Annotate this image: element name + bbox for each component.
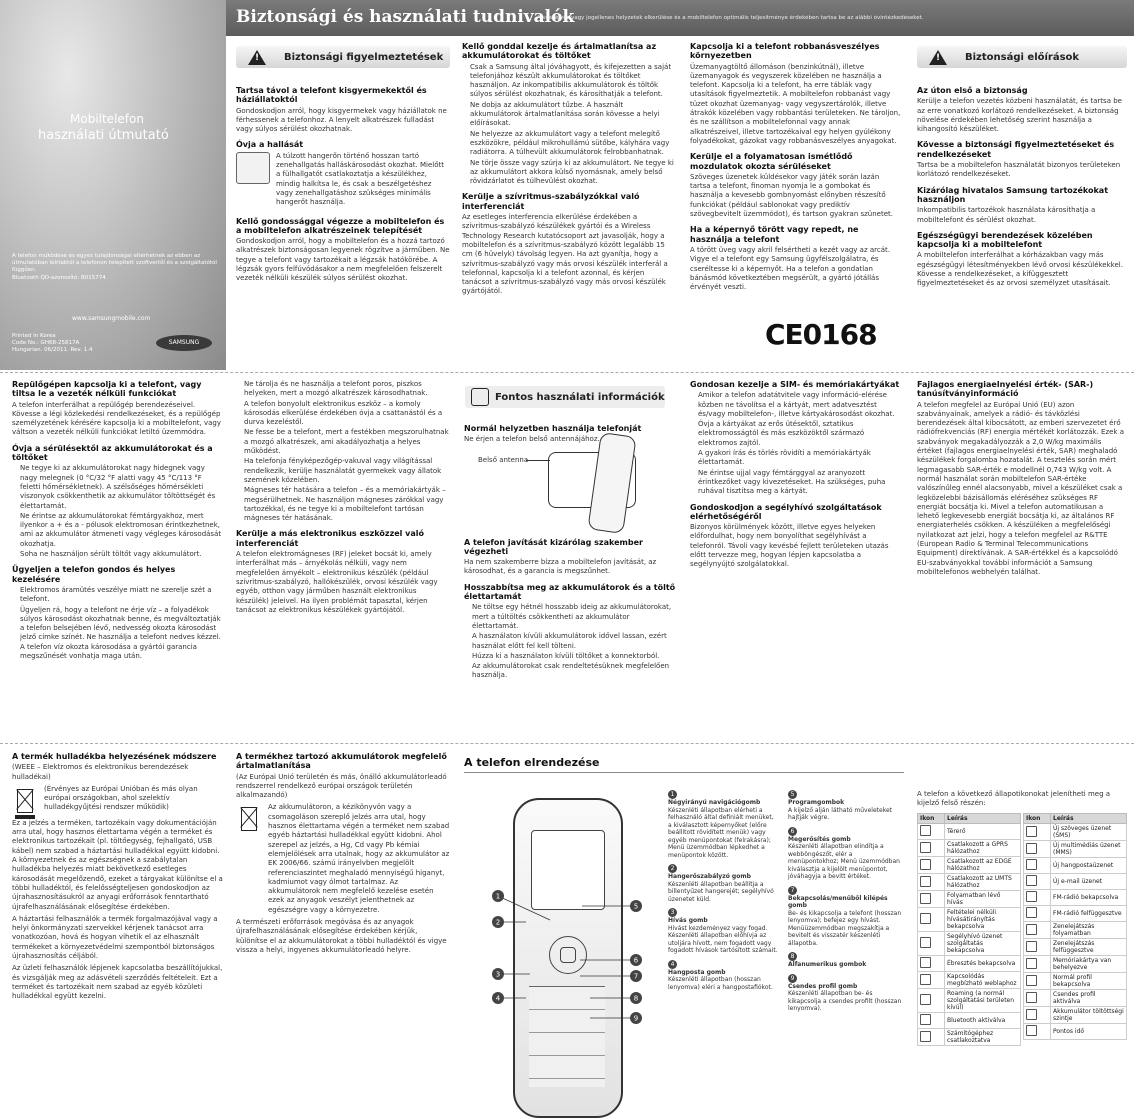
status-icon: [1026, 975, 1037, 986]
samsung-logo: SAMSUNG: [156, 335, 212, 351]
status-desc: Segélyhívó üzenet szolgáltatás bekapcsolva: [945, 932, 1021, 956]
icons-col-header: Leírás: [1051, 814, 1127, 824]
table-row: [1024, 973, 1127, 990]
precautions-banner: [917, 46, 1127, 68]
section-heading: Hosszabbítsa meg az akkumulátorok és a töltő élettartamát: [464, 582, 676, 602]
layout-title-rule: [464, 772, 904, 773]
key-title: Csendes profil gomb: [788, 982, 858, 990]
table-row: [1024, 1007, 1127, 1024]
status-icon: [1026, 924, 1037, 935]
list-item: • Ha telefonja fényképezőgép-vakuval vagy világítással rendelkezik, kerülje használatát gyermekek vagy állatok szemének közelében.: [244, 457, 450, 485]
phone-illustration: [587, 432, 636, 534]
key-description: [788, 827, 904, 881]
header-tagline: A veszélyes vagy jogellenes helyzetek elkerülése és a mobiltelefon optimális teljesítménye érdekében tartsa be az alábbi óvintézkedéseket.: [537, 15, 924, 21]
icons-table-right: [1023, 813, 1127, 1040]
table-row: [1024, 990, 1127, 1007]
key-text: Be- és kikapcsolja a telefont (hosszan lenyomva); befejez egy hívást. Menüüzemmódban megszakítja a bevitelt és visszatér készenléti állapotba.: [788, 909, 902, 947]
table-row: [918, 908, 1021, 932]
status-desc: FM-rádió felfüggesztve: [1051, 906, 1127, 922]
section-text: Az üzleti felhasználók lépjenek kapcsolatba beszállítójukkal, és vizsgálják meg az adásvételi szerződés feltételeit. Ezt a terméket és tartozékait nem szabad az egyéb közületi hulladékkal együtt kezelni.: [12, 964, 223, 1001]
list-item: • Az akkumulátorokat csak rendeltetésüknek megfelelően használja.: [472, 662, 678, 681]
callout-number: 6: [633, 956, 639, 965]
caution-icon: [929, 50, 947, 65]
section-heading: Kerülje a szívritmus-szabályzókkal való interferenciát: [462, 192, 640, 211]
section-heading: Repülőgépen kapcsolja ki a telefont, vagy tiltsa le a vezeték nélküli funkciókat: [12, 380, 202, 399]
section-heading: Kerülje el a folyamatosan ismétlődő mozdulatok okozta sérüléseket: [690, 152, 853, 171]
callout-number: 8: [633, 994, 639, 1003]
status-icon: [1026, 1025, 1037, 1036]
callout-number: 4: [495, 994, 501, 1003]
list-item: • Ne fesse be a telefont, mert a festékben megszorulhatnak a mozgó alkatrészek, ami akadályozhatja a helyes működést.: [244, 428, 450, 456]
hearing-warning-icon: [236, 152, 270, 184]
section-text: Ez a jelzés a terméken, tartozékain vagy dokumentációján arra utal, hogy hasznos élettartama végén a terméket és elektronikus tartozékait (pl. töltőegység, fejhallgató, USB kábel) nem szabad a háztartási hulladékkal együtt kidobni. A környezetnek és az egészségnek a szabálytalan hulladékba helyezés miatt bekövetkező esetleges károsodását megelőzendő, ezeket a tárgyakat különítse el a többi hulladéktól, és felelősségteljesen gondoskodjon az újrahasznosításukról az anyagi erőforrások fenntartható újrafelhasználásának elősegítése érdekében.: [12, 818, 223, 911]
list-item: • A gyakori írás és törlés rövidíti a memóriakártyák élettartamát.: [698, 449, 902, 468]
status-icon: [1026, 891, 1037, 902]
section-heading: A termék hulladékba helyezésének módszere: [12, 752, 217, 761]
status-desc: Csatlakozott az UMTS hálózathoz: [945, 874, 1021, 891]
layout-title: A telefon elrendezése: [464, 756, 600, 769]
status-icon-cell: [1024, 906, 1051, 922]
battery-disposal-column: [236, 752, 450, 1112]
list-item: • Óvja a kártyákat az erős ütésektől, sztatikus elektromosságtól és más eszközöktől származó elektromos zajtól.: [698, 420, 902, 448]
key-description: [668, 790, 778, 859]
status-icon: [920, 974, 931, 985]
header-title: Biztonsági és használati tudnivalók: [236, 7, 575, 27]
section-text: Ne érjen a telefon belső antennájához.: [464, 435, 600, 444]
status-desc: Új e-mail üzenet: [1051, 874, 1127, 890]
table-row: [918, 824, 1021, 840]
key-title: Megerősítés gomb: [788, 835, 851, 843]
status-icon-cell: [918, 840, 945, 857]
important-banner: [465, 386, 665, 408]
section-heading: A termékhez tartozó akkumulátorok megfelelő ártalmatlanítása: [236, 752, 447, 771]
status-icon: [1026, 992, 1037, 1003]
key-text: Készenléti állapotban (hosszan lenyomva) eléri a hangpostafiókot.: [668, 976, 773, 991]
status-icon-cell: [1024, 841, 1051, 858]
key-description: [788, 952, 904, 969]
status-icon-cell: [918, 857, 945, 874]
table-row: [1024, 890, 1127, 906]
key-number-badge: 9: [788, 974, 797, 983]
list-item: • Ne érintse ujjal vagy fémtárggyal az aranyozott érintkezőket vagy kivezetéseket. Ha szükséges, puha ruhával tisztítsa meg a kártyát.: [698, 469, 902, 497]
important-column: [464, 418, 678, 738]
status-icon: [920, 859, 931, 870]
table-row: [918, 891, 1021, 908]
status-icon: [920, 913, 931, 924]
status-desc: Feltételei nélküli hívásátirányítás bekapcsolva: [945, 908, 1021, 932]
list-item: • A használaton kívüli akkumulátorok idővel lassan, ezért használat előtt fel kell tölteni.: [472, 632, 678, 651]
status-icon: [920, 994, 931, 1005]
cover-title-line2: használati útmutató: [38, 128, 169, 143]
status-desc: Kapcsolódás megbízható weblaphoz: [945, 972, 1021, 989]
status-icon-cell: [1024, 922, 1051, 939]
crossed-bin-icon: [236, 803, 262, 837]
key-title: Hangerőszabályzó gomb: [668, 873, 751, 880]
callout-number: 9: [633, 1014, 639, 1023]
table-row: [918, 956, 1021, 972]
section-text: A természeti erőforrások megóvása és az anyagok újrafelhasználásának elősegítése érdekében kérjük, különítse el az akkumulátorokat a többi hulladéktól és vigye vissza a helyi, ingyenes akkumulátorleadó helyre.: [236, 918, 447, 954]
sar-column: [917, 380, 1127, 630]
section-text: (WEEE – Elektromos és elektronikus berendezések hulladékai): [12, 763, 189, 781]
callout-lines: [490, 880, 650, 1040]
status-icon: [1026, 1009, 1037, 1020]
status-icon: [920, 893, 931, 904]
callout-line: [498, 896, 550, 920]
table-row: [1024, 956, 1127, 973]
status-icon: [920, 876, 931, 887]
status-icon-cell: [918, 1013, 945, 1029]
key-title: Hangposta gomb: [668, 968, 726, 976]
status-icon: [1026, 875, 1037, 886]
status-desc: Új szöveges üzenet (SMS): [1051, 824, 1127, 841]
icons-intro: A telefon a következő állapotikonokat jelenítheti meg a kijelző felső részén:: [917, 790, 1111, 808]
key-number-badge: 1: [668, 790, 677, 799]
status-icon-cell: [1024, 890, 1051, 906]
icons-table: [917, 813, 1021, 1046]
section-text: Szöveges üzenetek küldésekor vagy játék során lazán tartsa a telefont, finoman nyomja le a gombokat és használja a kevesebb gombnyomást előnyben részesítő funkciókat (például sablonokat vagy prediktív szövegbevitelt üzemmódot), és tartson gyakran szünetet.: [690, 172, 893, 219]
key-text: Készenléti állapotban elérheti a felhasználó által definiált menüket, a kiválasztott képernyőket (előre beállított rövidített menük) vagy egyéb menüpontokat (felrakásra); Menü üzemmódban lépkedhet a menüpontok között.: [668, 806, 774, 859]
table-row: [918, 857, 1021, 874]
section-heading: Kizárólag hivatalos Samsung tartozékokat használjon: [917, 185, 1109, 204]
section-text: Gondoskodjon arról, hogy a mobiltelefon és a hozzá tartozó alkatrészek biztonságosan legyenek rögzítve a járműben. Ne tegye a telefont vagy tartozékait a légzsák hatókörébe. A légzsák gyors felfúvódásakor a nem megfelelően felszerelt vezeték nélküli készülék súlyos sérülést okozhat.: [236, 237, 450, 283]
print-line: Code No.: GH68-25817A: [12, 340, 80, 346]
table-row: [918, 972, 1021, 989]
key-text: Készenléti állapotban beállítja a billentyűzet hangerejét; segélyhívó üzenetet küld.: [668, 880, 774, 903]
section-text: Kerülje a telefon vezetés közbeni használatát, és tartsa be az erre vonatkozó korlátozó rendelkezéseket. A biztonság növelése érdekében lehetőség szerint használja a kihangosító készüléket.: [917, 97, 1122, 134]
status-desc: Zenelejátszás folyamatban: [1051, 922, 1127, 939]
weee-column: [12, 752, 224, 1112]
status-desc: Számítógéphez csatlakoztatva: [945, 1029, 1021, 1046]
callout-number: 7: [633, 972, 639, 981]
status-icon-cell: [1024, 1007, 1051, 1024]
list-item: • Csak a Samsung által jóváhagyott, és kifejezetten a saját telefonjához készült akkumulátorokat és töltőket használjon. Az inkompatibilis akkumulátorok és töltők súlyos sérülést okozhatnak, és károsíthatják a telefont.: [470, 63, 676, 100]
key-text: Hívást kezdeményez vagy fogad. Készenléti állapotban előhívja az utoljára hívott, nem fogadott vagy fogadott hívások tartósított számait.: [668, 924, 778, 954]
section-heading: Az úton első a biztonság: [917, 86, 1028, 95]
warnings-banner-title: Biztonsági figyelmeztetések: [284, 51, 444, 63]
section-heading: Kerülje a más elektronikus eszközzel való interferenciát: [236, 529, 425, 548]
status-desc: Roaming (a normál szolgáltatási területen kívül): [945, 989, 1021, 1013]
status-icon-cell: [918, 824, 945, 840]
status-icon: [920, 937, 931, 948]
status-icon-cell: [918, 989, 945, 1013]
crossed-bin-icon: [12, 785, 38, 819]
section-text: A túlzott hangerőn történő hosszan tartó zenehallgatás halláskárosodást okozhat. Mielőtt a fülhallgatót csatlakoztatja a készülékhez, mindig halkítsa le, és csak a beszélgetéshez vagy zenehallgatáshoz szükséges minimális hangerőt használja.: [276, 151, 445, 207]
key-number-badge: 4: [668, 960, 677, 969]
status-desc: Normál profil bekapcsolva: [1051, 973, 1127, 990]
status-icon-cell: [918, 908, 945, 932]
status-icon-cell: [918, 932, 945, 956]
section-text: Tartsa be a mobiltelefon használatát bizonyos területeken korlátozó rendelkezéseket.: [917, 161, 1121, 179]
key-text: Készenléti állapotban elindítja a webböngészőt, elér a menüpontokhoz; Menü üzemmódban kiválasztja a kijelölt menüpontot, jóváhagyja a bevitt értéket.: [788, 843, 900, 880]
table-row: [918, 874, 1021, 891]
keys-column-right: [788, 790, 904, 1112]
status-icon: [1026, 859, 1037, 870]
table-row: [1024, 922, 1127, 939]
status-desc: Csatlakozott az EDGE hálózathoz: [945, 857, 1021, 874]
status-desc: Pontos idő: [1051, 1024, 1127, 1040]
status-icon: [1026, 843, 1037, 854]
key-number-badge: 8: [788, 952, 797, 961]
divider: [0, 743, 1134, 744]
batteries-column: [462, 42, 676, 372]
status-icon: [920, 1014, 931, 1025]
list-item: • Ne dobja az akkumulátort tűzbe. A használt akkumulátorok ártalmatlanítása során kövesse a helyi előírásokat.: [470, 101, 676, 129]
section-text: Inkompatibilis tartozékok használata károsíthatja a mobiltelefont és sérülést okozhat.: [917, 206, 1096, 224]
section-text: Ha nem szakemberre bízza a mobiltelefon javítását, az károsodhat, és a garancia is megszűnhet.: [464, 558, 657, 576]
keys-column-left: [668, 790, 778, 1112]
section-text: Üzemanyagtöltő állomáson (benzinkútnál), illetve üzemanyagok és vegyszerek közelében ne használja a telefont. Kapcsolja ki a telefont, ha erre táblák vagy utasítások figyelmeztetik. A mobiltelefon robbanást vagy tüzet okozhat üzemanyag- vagy vegyszertárolók, illetve átrakók közelében vagy robbantási területeken. Ne tároljon, és ne szállítson a mobiltelefonnal vagy annak alkatrészeivel, illetve tartozékaival egy helyen gyúlékony folyadékokat, gázokat vagy robbanásveszélyes anyagokat.: [690, 62, 901, 145]
status-desc: Memóriakártya van behelyezve: [1051, 956, 1127, 973]
key-number-badge: 5: [788, 790, 797, 799]
section-heading: Normál helyzetben használja telefonját: [464, 424, 642, 433]
important-banner-title: Fontos használati információk: [495, 391, 665, 403]
icons-col-header: Leírás: [945, 814, 1021, 824]
section-text: Az akkumulátoron, a kézikönyvön vagy a csomagoláson szereplő jelzés arra utal, hogy hasznos élettartama végén a terméket nem szabad egyéb háztartási hulladékkal együtt kidobni. Ahol szerepel az jelzés, a Hg, Cd vagy Pb kémiai elemjelölések arra utalnak, hogy az akkumulátor az EK 2006/66. számú irányelvben megjelölt referenciaszintet meghaladó mennyiségű higanyt, kadmiumot vagy ólmot tartalmaz. Az akkumulátorok nem megfelelő kezelése esetén ezek az anyagok veszélyt jelenthetnek az egészségre vagy a környezetre.: [268, 803, 450, 914]
list-item: • Elektromos áramütés veszélye miatt ne szerelje szét a telefont.: [20, 586, 224, 605]
callout-number: 5: [633, 902, 639, 911]
list-item: • Ne tegye ki az akkumulátorokat nagy hidegnek vagy nagy melegnek (0 °C/32 °F alatti vagy 45 °C/113 °F feletti hőmérsékletnek). A szélsőséges hőmérsékleti viszonyok csökkenthetik az akkumulátor töltöttségét és élettartamát.: [20, 464, 224, 510]
list-item: • Ne érintse az akkumulátorokat fémtárgyakhoz, mert ilyenkor a + és a - pólusok elektromosan érintkezhetnek, ami az akkumulátor átmeneti vagy végleges károsodását okozhatja.: [20, 512, 224, 549]
key-title: Bekapcsolás/menüből kilépés gomb: [788, 894, 888, 909]
list-item: • Amikor a telefon adatátvitele vagy információ-elérése közben ne távolítsa el a kártyát, mert adatvesztést és/vagy mobiltelefon-, illetve kártyakárosodást okozhat.: [698, 391, 902, 419]
status-icon: [920, 1031, 931, 1042]
icons-table: [1023, 813, 1127, 1040]
precautions-banner-title: Biztonsági előírások: [965, 51, 1080, 63]
list-item: • Ne helyezze az akkumulátort vagy a telefont melegítő eszközökre, például mikrohullámú sütőbe, kályhára vagy radiátorra. A túlhevült akkumulátorok felrobbanhatnak.: [470, 130, 676, 158]
table-row: [918, 840, 1021, 857]
key-number-badge: 7: [788, 886, 797, 895]
callout-number: 2: [495, 918, 501, 927]
key-title: Alfanumerikus gombok: [788, 961, 867, 968]
section-text: A telefon megfelel az Európai Unió (EU) azon szabványainak, amelyek a rádió- és távközlési berendezések által kibocsátott, az emberi szervezetet érő rádiófrekvenciás (RF) energia mértékét korlátozzák. Ezek a szabványok megakadályozzák a 2,0 W/kg maximális értéket (fajlagos energiaelnyelési érték, SAR) meghaladó készülékek forgalomba hozatalát. A tesztelés során mért legmagasabb SAR-érték e modellnél 0,743 W/kg volt. A normál használat során mobiltelefon SAR-értéke valószínűleg ennél alacsonyabb, mivel a készüléket csak a legközelebbi bázisállomás eléréséhez szükséges RF energiát bocsátja ki. Mivel a telefon automatikusan a lehető legkevesebb energiát bocsátja ki, az általános RF energiaterhelés csökken. A készüléken a megfelelőségi nyilatkozat azt jelzi, hogy a telefon megfelel az R&TTE (European Radio & Terminal Telecommunications Equipment) direktívának. A SAR-értékkel és a kapcsolódó EU-szabványokkal további információt a Samsung mobiltelefonos webhelyén találhat.: [917, 400, 1124, 576]
table-row: [1024, 874, 1127, 890]
status-icon: [1026, 941, 1037, 952]
section-heading: Egészségügyi berendezések közelében kapcsolja ki a mobiltelefont: [917, 230, 1093, 250]
key-title: Programgombok: [788, 799, 845, 806]
status-icon-cell: [1024, 956, 1051, 973]
sim-column: [690, 380, 902, 630]
section-heading: Óvja a hallását: [236, 140, 304, 150]
ce-mark: CE0168: [765, 318, 877, 351]
key-title: Négyirányú navigációgomb: [668, 799, 761, 806]
status-icon-cell: [918, 891, 945, 908]
print-line: Hungarian. 06/2011. Rev. 1.4: [12, 347, 93, 353]
key-description: [668, 960, 778, 992]
note-icon: [471, 388, 489, 406]
section-heading: Ügyeljen a telefon gondos és helyes kezelésére: [12, 565, 176, 584]
section-text: (Az Európai Unió területén és más, önálló akkumulátorleadó rendszerrel rendelkező európai országok területén alkalmazandó): [236, 772, 447, 800]
key-text: A kijelző alján látható műveleteket hajtják végre.: [788, 806, 893, 821]
section-heading: Kövesse a biztonsági figyelmeztetéseket és rendelkezéseket: [917, 140, 1115, 159]
aircraft-column: [12, 380, 224, 740]
callout-number: 1: [495, 892, 501, 901]
warnings-banner: [236, 46, 450, 68]
cover-title-line1: Mobiltelefon: [70, 112, 144, 126]
table-row: [918, 1029, 1021, 1046]
key-number-badge: 6: [788, 827, 797, 836]
icons-table-left: [917, 813, 1021, 1046]
warning-icon: [248, 50, 266, 65]
key-number-badge: 3: [668, 908, 677, 917]
status-icon-cell: [1024, 1024, 1051, 1040]
section-heading: Kellő gonddal kezelje és ártalmatlanítsa az akkumulátorokat és töltőket: [462, 42, 657, 61]
key-description: [668, 908, 778, 955]
status-desc: Csatlakozott a GPRS hálózathoz: [945, 840, 1021, 857]
status-desc: Térerő: [945, 824, 1021, 840]
handling-column: [236, 380, 450, 680]
callout-number: 3: [495, 970, 501, 979]
list-item: • Ne törje össze vagy szúrja ki az akkumulátort. Ne tegye ki az akkumulátort akkora külső nyomásnak, amely belső rövidzárlatot és túlhevülést okozhat.: [470, 159, 676, 187]
list-item: • Mágneses tér hatására a telefon – és a memóriakártyák – megsérülhetnek. Ne használjon mágneses zárókkal vagy tartozékkal, és ne tegye ki a mobiltelefont tartósan mágneses tér hatásának.: [244, 486, 450, 523]
section-heading: Kellő gondossággal végezze a mobiltelefon és a mobiltelefon alkatrészeinek telepítését: [236, 216, 445, 235]
cover-bullet: Bluetooth QD-azonosító: B015774: [12, 275, 106, 281]
status-icon: [1026, 907, 1037, 918]
table-row: [1024, 939, 1127, 956]
section-heading: Gondoskodjon a segélyhívó szolgáltatások elérhetőségéről: [690, 502, 882, 521]
section-heading: Gondosan kezelje a SIM- és memóriakártyákat: [690, 380, 900, 389]
section-text: A törött üveg vagy akril felsértheti a kezét vagy az arcát. Vigye el a telefont egy Samsung ügyfélszolgálatra, és cseréltesse ki a képernyőt. Ha a telefon a gondatlan bánásmód következtében megsérült, a gyártó jótállás érvényét veszti.: [690, 245, 890, 292]
precautions-column: [917, 80, 1127, 320]
table-row: [1024, 858, 1127, 874]
status-desc: Csendes profil aktiválva: [1051, 990, 1127, 1007]
table-row: [1024, 824, 1127, 841]
section-text: A mobiltelefon interferálhat a kórházakban vagy más egészségügyi létesítményekben lévő orvosi készülékekkel. Kövesse a rendelkezéseket, a kifüggesztett figyelmeztetéseket és az orvosi személyzet utasításait.: [917, 251, 1123, 288]
section-text: A telefon interferálhat a repülőgép berendezéseivel. Kövesse a légi közlekedési rendelkezéseket, és a repülőgép személyzetének kérésére kapcsolja ki a mobiltelefont, vagy váltson a vezeték nélküli funkciókat letiltó üzemmódra.: [12, 400, 221, 437]
antenna-label: Belső antenna: [478, 455, 529, 464]
section-text: A háztartási felhasználók a termék forgalmazójával vagy a helyi önkormányzati szervekkel kérjenek tanácsot arra vonatkozóan, hová és hogyan vihetik el az elhasznált termékeket a környezetvédelmi szempontból biztonságos újrahasznosítás céljából.: [12, 914, 218, 961]
status-icon-cell: [918, 956, 945, 972]
status-icon-cell: [1024, 990, 1051, 1007]
table-row: [918, 1013, 1021, 1029]
table-row: [918, 932, 1021, 956]
status-icon: [1026, 958, 1037, 969]
status-icon: [920, 957, 931, 968]
key-description: [788, 886, 904, 948]
section-text: Bizonyos körülmények között, illetve egyes helyeken előfordulhat, hogy nem bonyolíthat segélyhívást a telefonról. Távoli vagy kevésbé fejlett területeken utazás előtt tervezze meg, hogyan lépjen kapcsolatba a segélynyújtó szolgálatokkal.: [690, 523, 889, 569]
section-text: (Érvényes az Európai Unióban és más olyan európai országokban, ahol szelektív hulladékgyűjtési rendszer működik): [44, 784, 198, 812]
icons-col-header: Ikon: [1024, 814, 1051, 824]
section-text: Az esetleges interferencia elkerülése érdekében a szívritmus-szabályzó készülékek gyártói és a Wireless Technology Research kutatócsoport azt javasolják, hogy a mobiltelefon és a szívritmus-szabályzó között legalább 15 cm (6 hüvelyk) távolság legyen. Ha azt gyanítja, hogy a szívritmus-szabályzó vagy más orvosi készülék interferál a telefonnal, kapcsolja ki a telefont azonnal, és kérjen tanácsot a szívritmus-szabályzó vagy más orvosi készülék gyártójától.: [462, 213, 668, 296]
print-line: Printed in Korea: [12, 333, 56, 339]
cover-panel: [0, 0, 226, 370]
print-info: [12, 333, 132, 354]
section-heading: Ha a képernyő törött vagy repedt, ne használja a telefont: [690, 225, 859, 244]
key-number-badge: 2: [668, 864, 677, 873]
section-heading: A telefon javítását kizárólag szakember végezheti: [464, 537, 643, 556]
status-desc: Zenelejátszás felfüggesztve: [1051, 939, 1127, 956]
section-heading: Kapcsolja ki a telefont robbanásveszélyes környezetben: [690, 42, 880, 61]
status-desc: Akkumulátor töltöttségi szintje: [1051, 1007, 1127, 1024]
explosive-column: [690, 42, 902, 342]
status-desc: Bluetooth aktiválva: [945, 1013, 1021, 1029]
website-label: www.samsungmobile.com: [72, 315, 151, 322]
status-icon-cell: [1024, 973, 1051, 990]
list-item: • Soha ne használjon sérült töltőt vagy akkumulátort.: [20, 550, 224, 559]
status-icon-cell: [1024, 858, 1051, 874]
status-desc: Folyamatban lévő hívás: [945, 891, 1021, 908]
icons-col-header: Ikon: [918, 814, 945, 824]
table-row: [918, 989, 1021, 1013]
cover-bullet: A telefon működése és egyes tulajdonságai eltérhetnek az ebben az útmutatóban leírtaktól a telefonon telepített szoftvertől és a szolgáltatótól függően.: [12, 253, 217, 273]
key-title: Hívás gomb: [668, 917, 708, 924]
section-heading: Óvja a sérülésektől az akkumulátorokat és a töltőket: [12, 443, 213, 463]
status-icon-cell: [1024, 874, 1051, 890]
status-icon: [1026, 826, 1037, 837]
list-item: • Ne töltse egy hétnél hosszabb ideig az akkumulátorokat, mert a túltöltés csökkentheti az akkumulátor élettartamát.: [472, 603, 678, 631]
section-heading: Tartsa távol a telefont kisgyermekektől és háziállatoktól: [236, 86, 427, 105]
list-item: • Húzza ki a használaton kívüli töltőket a konnektorból.: [472, 652, 678, 661]
status-icon-cell: [918, 1029, 945, 1046]
status-icon-cell: [1024, 824, 1051, 841]
antenna-pointer: [526, 460, 550, 461]
status-desc: Új multimédiás üzenet (MMS): [1051, 841, 1127, 858]
divider: [0, 372, 1134, 373]
status-icon-cell: [1024, 939, 1051, 956]
key-description: [788, 790, 904, 822]
list-item: • Ne tárolja és ne használja a telefont poros, piszkos helyeken, mert a mozgó alkatrészek károsodhatnak.: [244, 380, 450, 399]
cover-bullets: [12, 253, 217, 282]
section-heading: Fajlagos energiaelnyelési érték- (SAR-) tanúsítványinformáció: [917, 380, 1094, 399]
status-icon-cell: [918, 972, 945, 989]
section-text: A telefon elektromágneses (RF) jeleket bocsát ki, amely interferálhat más – árnyékolás nélküli, vagy nem megfelelően árnyékolt – elektronikus készülék (például szívritmus-szabályzó, hallókészülék, orvosi készülék vagy egyéb, otthon vagy járműben használt elektronikus készülék) jeleivel. Ha ilyen problémát tapasztal, kérjen tanácsot az elektronikus készülékek gyártójától.: [236, 550, 438, 614]
warnings-column: [236, 80, 450, 370]
list-item: • Ügyeljen rá, hogy a telefont ne érje víz – a folyadékok súlyos károsodást okozhatnak benne, és megváltoztatják a telefon belsejében lévő, nedvesség okozta károsodást jelző címke színét. Ne használja a telefont nedves kézzel. A telefon víz okozta károsodása a gyártói garancia megszűnését vonhatja maga után.: [20, 606, 224, 662]
status-icon-cell: [918, 874, 945, 891]
status-desc: Ébresztés bekapcsolva: [945, 956, 1021, 972]
table-row: [1024, 1024, 1127, 1040]
status-desc: FM-rádió bekapcsolva: [1051, 890, 1127, 906]
section-text: Gondoskodjon arról, hogy kisgyermekek vagy háziállatok ne férhessenek a telefonhoz. A lenyelt alkatrészek fulladást vagy súlyos sérülést okozhatnak.: [236, 106, 447, 134]
key-text: Készenléti állapotban be- és kikapcsolja a csendes profilt (hosszan lenyomva).: [788, 990, 902, 1012]
status-icon: [920, 842, 931, 853]
key-description: [668, 864, 778, 903]
status-desc: Új hangpostaüzenet: [1051, 858, 1127, 874]
table-row: [1024, 841, 1127, 858]
status-icon: [920, 825, 931, 836]
list-item: • A telefon bonyolult elektronikus eszköz – a komoly károsodás elkerülése érdekében óvja a csattanástól és a durva kezeléstől.: [244, 400, 450, 428]
table-row: [1024, 906, 1127, 922]
key-description: [788, 974, 904, 1013]
